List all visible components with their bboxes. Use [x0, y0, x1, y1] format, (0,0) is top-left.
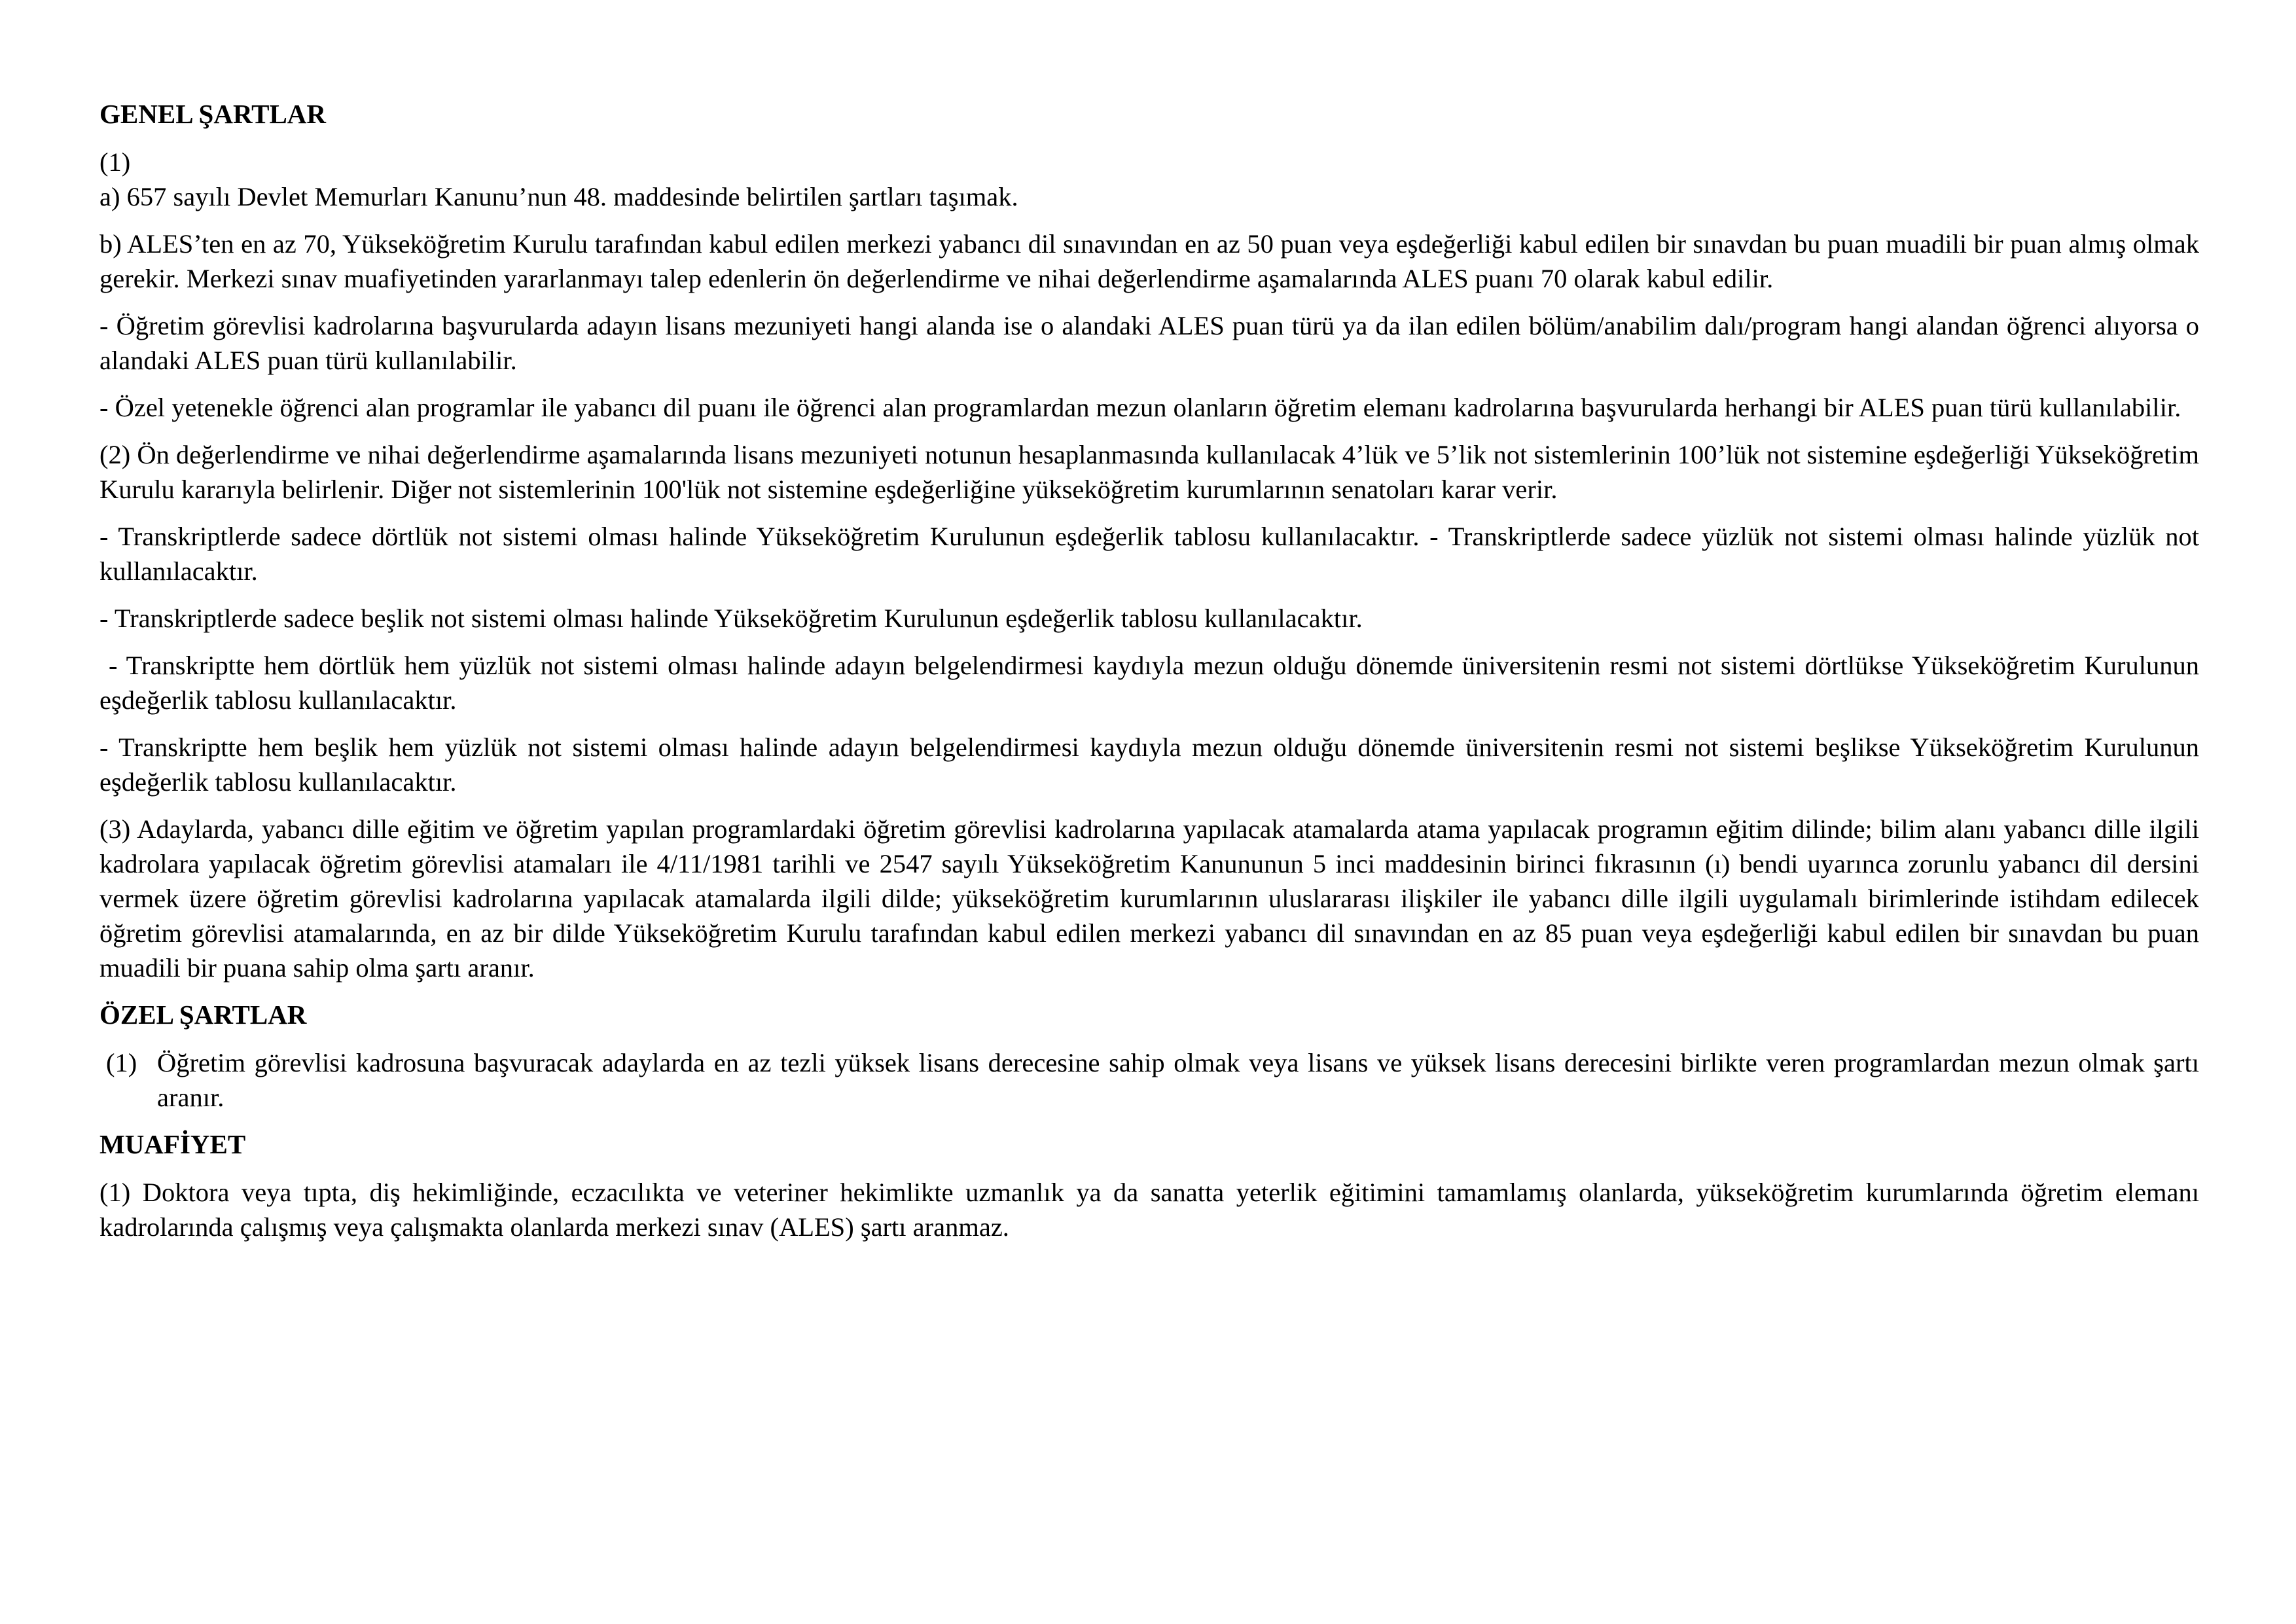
paragraph-2-dortluk: - Transkriptlerde sadece dörtlük not sistemi olması halinde Yükseköğretim Kurulunun eşdeğerlik tablosu kullanılacaktır. - Transkriptlerde sadece yüzlük not sistemi olması halinde yüzlük not kullanılacaktır.: [99, 522, 2199, 586]
paragraph-3: (3) Adaylarda, yabancı dille eğitim ve öğretim yapılan programlardaki öğretim görevlisi kadrolarına yapılacak atamalarda atama yapılacak programın eğitim dilinde; bilim alanı yabancı dille ilgili kadrolara yapılacak öğretim görevlisi atamaları ile 4/11/1981 tarihli ve 2547 sayılı Yükseköğretim Kanununun 5 inci maddesinin birinci fıkrasının (ı) bendi uyarınca zorunlu yabancı dil dersini vermek üzere öğretim görevlisi kadrolarına yapılacak atamalarda ilgili dilde; yükseköğretim kurumlarının uluslararası ilişkiler ile yabancı dille ilgili uygulamalı birimlerinde istihdam edilecek öğretim görevlisi atamalarında, en az bir dilde Yükseköğretim Kurulu tarafından kabul edilen merkezi yabancı dil sınavından en az 85 puan veya eşdeğerliği kabul edilen bir sınavdan bu puan muadili bir puana sahip olma şartı aranır.: [99, 814, 2199, 983]
section-title-genel-sartlar: GENEL ŞARTLAR: [99, 99, 327, 129]
muafiyet-paragraph-1: (1) Doktora veya tıpta, diş hekimliğinde, eczacılıkta ve veteriner hekimlikte uzmanlık ya da sanatta yeterlik eğitimini tamamlamış olanlarda, yükseköğretim kurumlarında öğretim elemanı kadrolarında çalışmış veya çalışmakta olanlarda merkezi sınav (ALES) şartı aranmaz.: [99, 1178, 2199, 1242]
paragraph-2-beslik: - Transkriptlerde sadece beşlik not sistemi olması halinde Yükseköğretim Kurulunun eşdeğerlik tablosu kullanılacaktır.: [99, 604, 1363, 633]
paragraph-2-beslik-yuzluk: - Transkriptte hem beşlik hem yüzlük not sistemi olması halinde adayın belgelendirmesi kaydıyla mezun olduğu dönemde üniversitenin resmi not sistemi beşlikse Yükseköğretim Kurulunun eşdeğerlik tablosu kullanılacaktır.: [99, 732, 2199, 797]
paragraph-1b: b) ALES’ten en az 70, Yükseköğretim Kurulu tarafından kabul edilen merkezi yabancı dil sınavından en az 50 puan veya eşdeğerliği kabul edilen bir sınavdan bu puan muadili bir puan almış olmak gerekir. Merkezi sınav muafiyetinden yararlanmayı talep edenlerin ön değerlendirme ve nihai değerlendirme aşamalarında ALES puanı 70 olarak kabul edilir.: [99, 229, 2199, 293]
paragraph-number-1: (1): [99, 147, 131, 177]
ozel-item-1: [99, 1045, 2199, 1115]
paragraph-2: (2) Ön değerlendirme ve nihai değerlendirme aşamalarında lisans mezuniyeti notunun hesaplanmasında kullanılacak 4’lük ve 5’lik not sistemlerinin 100’lük not sistemine eşdeğerliği Yükseköğretim Kurulu kararıyla belirlenir. Diğer not sistemlerinin 100'lük not sistemine eşdeğerliğine yükseköğretim kurumlarının senatoları karar verir.: [99, 440, 2199, 504]
section-title-muafiyet: MUAFİYET: [99, 1129, 246, 1159]
paragraph-1a: a) 657 sayılı Devlet Memurları Kanunu’nun 48. maddesinde belirtilen şartları taşımak.: [99, 182, 1018, 211]
ozel-item-number: (1): [106, 1048, 137, 1077]
paragraph-2-dortluk-yuzluk: - Transkriptte hem dörtlük hem yüzlük not sistemi olması halinde adayın belgelendirmesi kaydıyla mezun olduğu dönemde üniversitenin resmi not sistemi dörtlükse Yükseköğretim Kurulunun eşdeğerlik tablosu kullanılacaktır.: [99, 651, 2206, 715]
document-body: [99, 97, 2206, 1257]
paragraph-1-ales-puan-turu: - Öğretim görevlisi kadrolarına başvurularda adayın lisans mezuniyeti hangi alanda ise o alandaki ALES puan türü ya da ilan edilen bölüm/anabilim dalı/program hangi alandan öğrenci alıyorsa o alandaki ALES puan türü kullanılabilir.: [99, 311, 2199, 375]
ozel-item-text: Öğretim görevlisi kadrosuna başvuracak adaylarda en az tezli yüksek lisans derecesine sahip olmak veya lisans ve yüksek lisans derecesini birlikte veren programlardan mezun olmak şartı aranır.: [157, 1048, 2199, 1112]
paragraph-1-ozel-yetenek: - Özel yetenekle öğrenci alan programlar ile yabancı dil puanı ile öğrenci alan programlardan mezun olanların öğretim elemanı kadrolarına başvurularda herhangi bir ALES puan türü kullanılabilir.: [99, 393, 2181, 422]
section-title-ozel-sartlar: ÖZEL ŞARTLAR: [99, 1000, 307, 1030]
